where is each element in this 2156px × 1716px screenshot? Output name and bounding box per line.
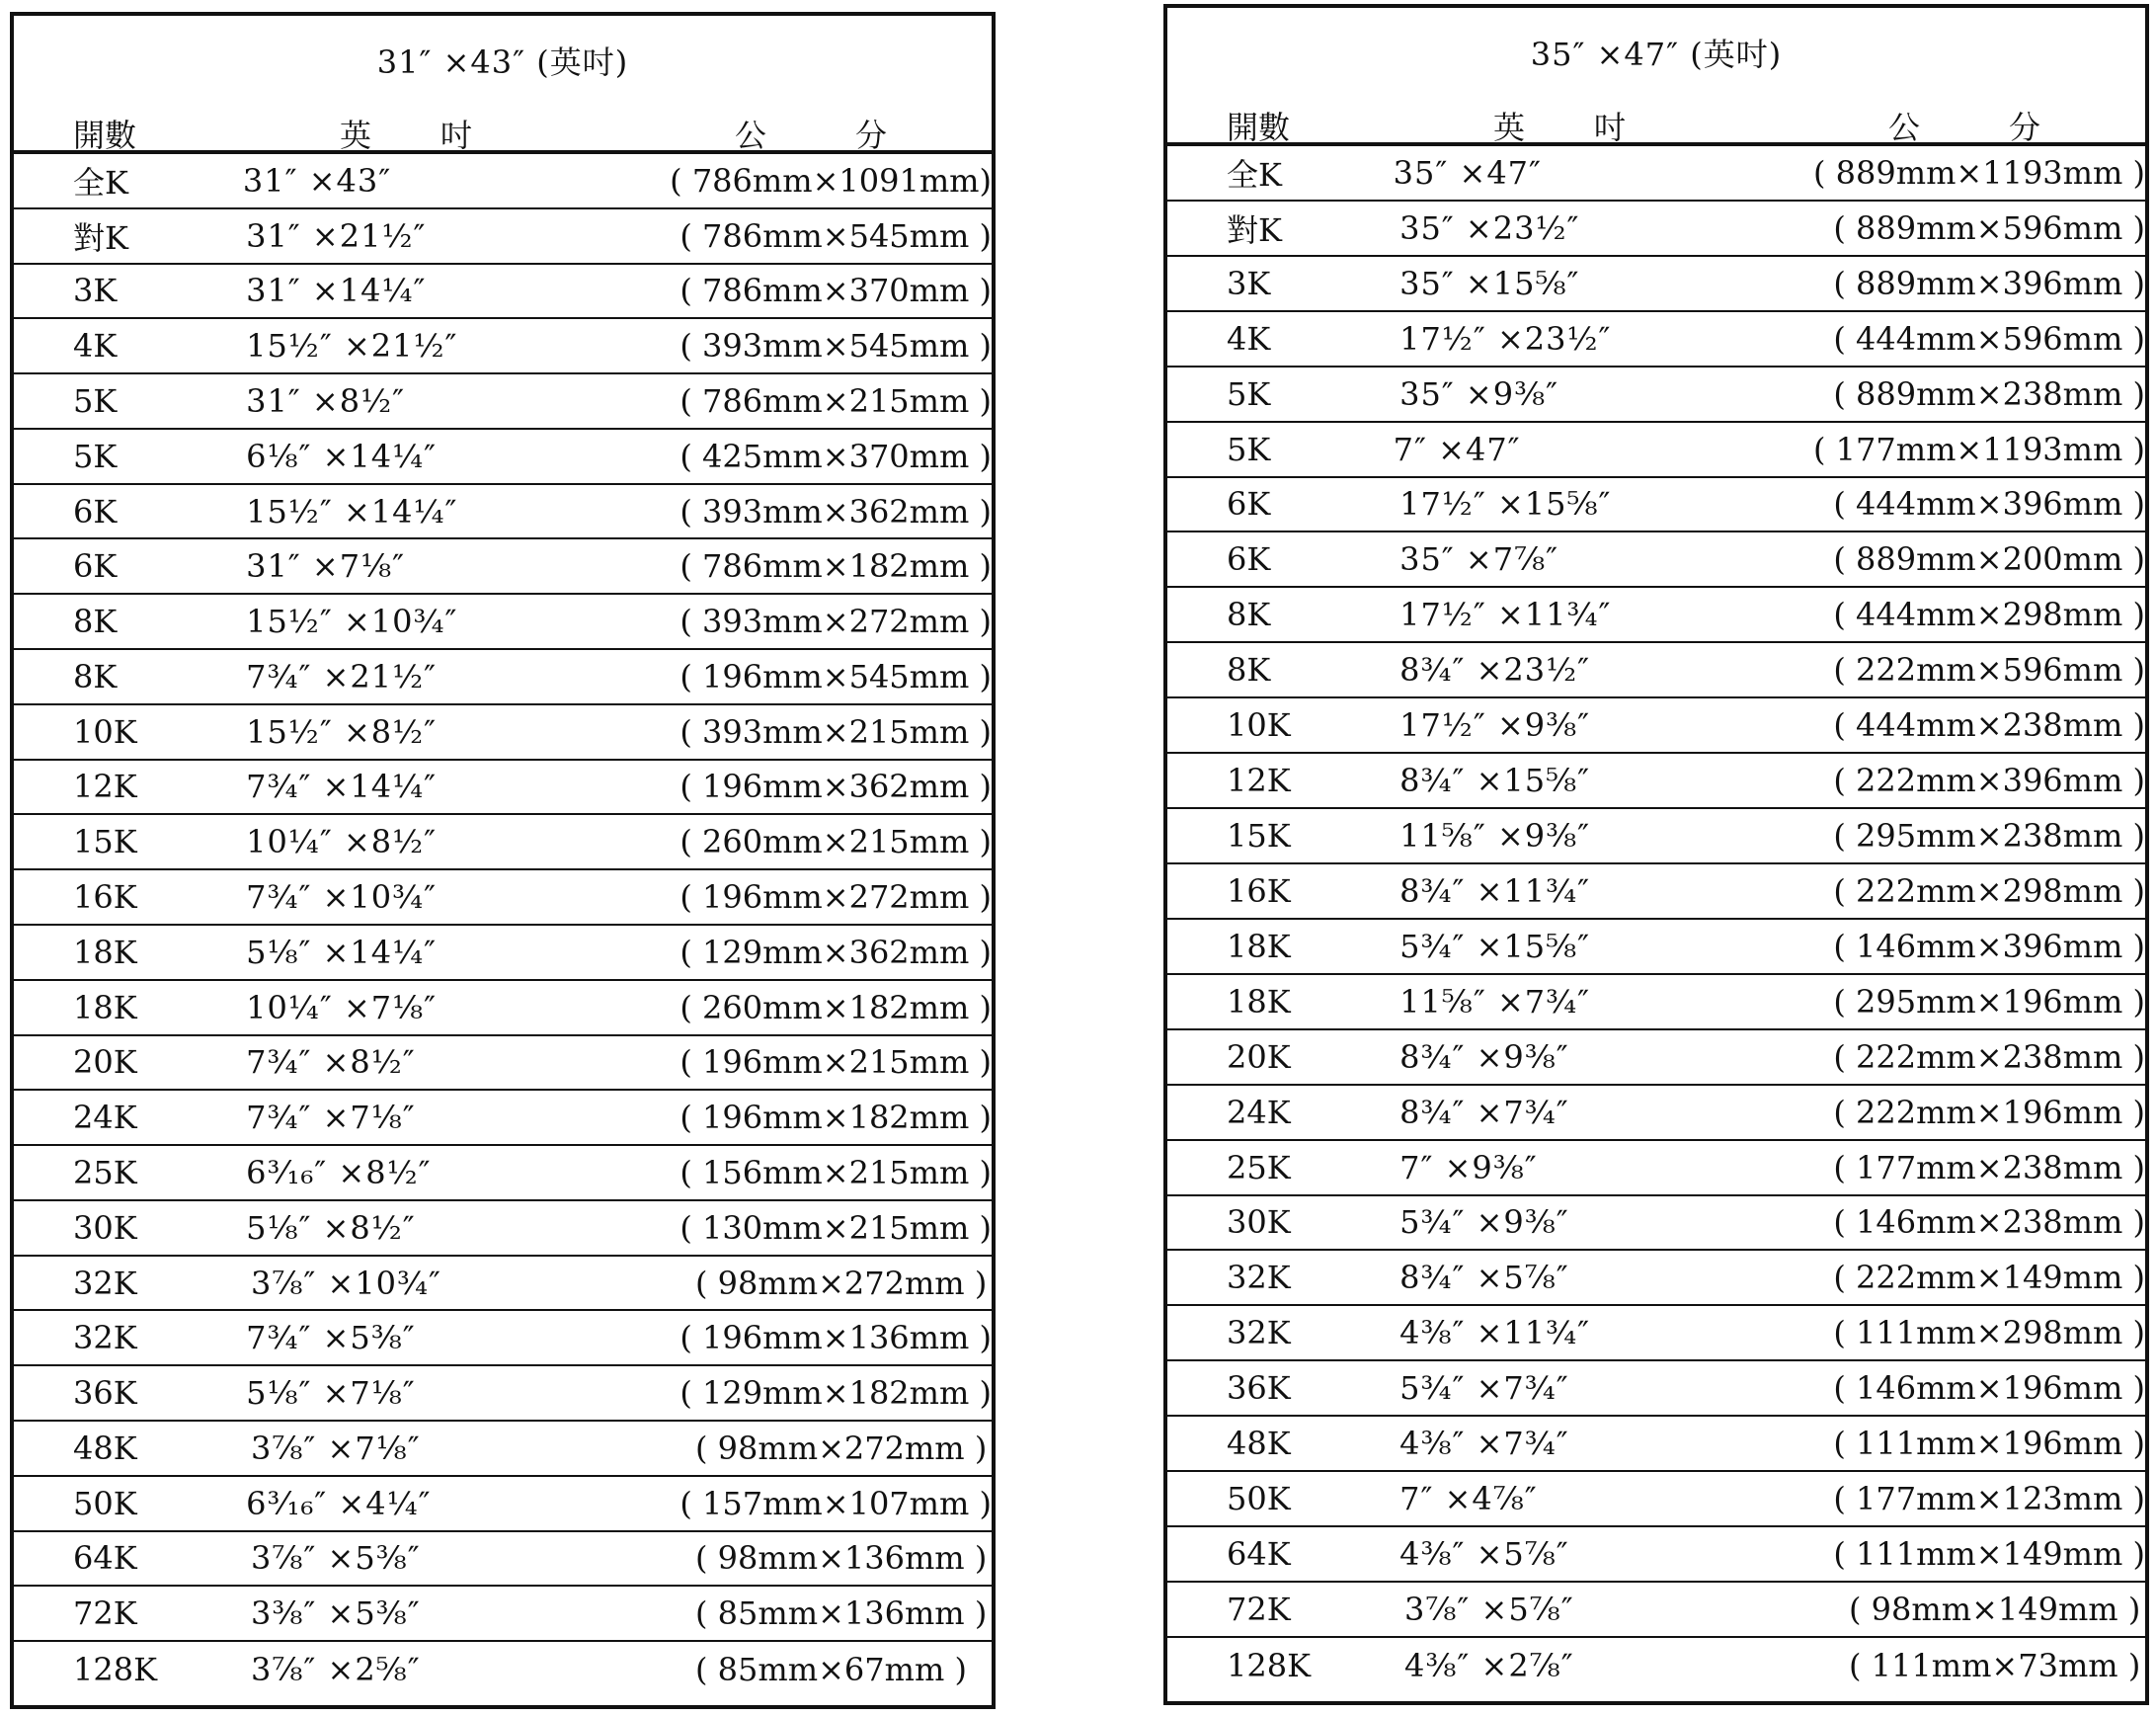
- cell-mm-size: ( 98mm×272mm ): [695, 1264, 988, 1302]
- cell-inch-size: 15½″ ×21½″: [246, 327, 458, 366]
- cell-sheet-count: 12K: [1227, 762, 1291, 800]
- cell-mm-size: ( 295mm×196mm ): [1833, 982, 2145, 1021]
- cell-inch-size: 35″ ×47″: [1393, 153, 1542, 192]
- cell-inch-size: 4⅜″ ×5⅞″: [1399, 1535, 1569, 1573]
- cell-sheet-count: 50K: [1227, 1480, 1291, 1518]
- table-header: [14, 16, 992, 154]
- table-row: [1167, 202, 2145, 257]
- cell-mm-size: ( 98mm×272mm ): [695, 1429, 988, 1467]
- cell-inch-size: 7″ ×9⅜″: [1399, 1148, 1538, 1186]
- cell-sheet-count: 15K: [73, 823, 137, 861]
- cell-inch-size: 31″ ×14¼″: [246, 272, 427, 310]
- table-row: [1167, 920, 2145, 975]
- cell-sheet-count: 30K: [1227, 1203, 1291, 1242]
- table-row: [1167, 146, 2145, 202]
- cell-mm-size: ( 222mm×238mm ): [1833, 1037, 2145, 1076]
- cell-inch-size: 7¾″ ×14¼″: [246, 768, 438, 806]
- cell-sheet-count: 24K: [1227, 1093, 1291, 1131]
- table-row: [14, 1036, 992, 1092]
- cell-inch-size: 7¾″ ×10¾″: [246, 878, 438, 917]
- cell-mm-size: ( 177mm×238mm ): [1833, 1148, 2145, 1186]
- cell-inch-size: 5⅛″ ×7⅛″: [246, 1374, 416, 1413]
- cell-sheet-count: 72K: [73, 1594, 137, 1633]
- cell-inch-size: 3⅞″ ×10¾″: [251, 1264, 441, 1302]
- cell-inch-size: 11⅝″ ×9⅜″: [1399, 817, 1591, 856]
- cell-inch-size: 10¼″ ×8½″: [246, 823, 438, 861]
- cell-sheet-count: 18K: [73, 933, 137, 971]
- cell-mm-size: ( 222mm×298mm ): [1833, 871, 2145, 910]
- cell-inch-size: 5⅛″ ×8½″: [246, 1208, 416, 1247]
- table-row: [14, 1642, 992, 1697]
- cell-mm-size: ( 889mm×1193mm ): [1812, 153, 2145, 192]
- column-header-k: 開數: [73, 117, 137, 154]
- cell-inch-size: 17½″ ×9⅜″: [1399, 706, 1591, 745]
- cell-sheet-count: 3K: [73, 272, 118, 310]
- table-row: [14, 870, 992, 926]
- cell-mm-size: ( 444mm×298mm ): [1833, 596, 2145, 634]
- cell-mm-size: ( 111mm×73mm ): [1849, 1646, 2141, 1684]
- cell-mm-size: ( 889mm×396mm ): [1833, 264, 2145, 302]
- table-row: [14, 1532, 992, 1588]
- cell-inch-size: 3⅜″ ×5⅜″: [251, 1594, 421, 1633]
- table-row: [14, 1257, 992, 1312]
- table-row: [14, 595, 992, 650]
- table-row: [1167, 257, 2145, 312]
- table-row: [14, 1091, 992, 1146]
- table-row: [14, 1587, 992, 1642]
- cell-sheet-count: 12K: [73, 768, 137, 806]
- cell-sheet-count: 32K: [73, 1319, 137, 1357]
- cell-sheet-count: 8K: [1227, 651, 1271, 690]
- cell-mm-size: ( 157mm×107mm ): [679, 1484, 992, 1522]
- cell-mm-size: ( 85mm×136mm ): [695, 1594, 988, 1633]
- cell-mm-size: ( 786mm×1091mm): [670, 161, 992, 200]
- cell-sheet-count: 16K: [73, 878, 137, 917]
- table-row: [1167, 478, 2145, 533]
- cell-inch-size: 10¼″ ×7⅛″: [246, 988, 438, 1026]
- cell-sheet-count: 全K: [73, 163, 128, 202]
- cell-sheet-count: 5K: [1227, 374, 1271, 413]
- cell-inch-size: 3⅞″ ×5⅞″: [1404, 1590, 1574, 1628]
- cell-mm-size: ( 156mm×215mm ): [679, 1153, 992, 1191]
- cell-inch-size: 31″ ×21½″: [246, 216, 427, 255]
- cell-mm-size: ( 98mm×149mm ): [1849, 1590, 2141, 1628]
- cell-inch-size: 7″ ×4⅞″: [1399, 1480, 1538, 1518]
- table-row: [14, 1201, 992, 1257]
- cell-mm-size: ( 222mm×596mm ): [1833, 651, 2145, 690]
- table-row: [1167, 1306, 2145, 1361]
- cell-mm-size: ( 295mm×238mm ): [1833, 817, 2145, 856]
- cell-mm-size: ( 222mm×149mm ): [1833, 1259, 2145, 1297]
- table-row: [1167, 1196, 2145, 1252]
- cell-sheet-count: 25K: [73, 1153, 137, 1191]
- cell-mm-size: ( 393mm×362mm ): [679, 492, 992, 531]
- table-row: [1167, 1361, 2145, 1417]
- table-row: [1167, 1251, 2145, 1306]
- table-row: [14, 539, 992, 595]
- cell-inch-size: 6⅛″ ×14¼″: [246, 437, 438, 475]
- cell-mm-size: ( 786mm×182mm ): [679, 547, 992, 586]
- table-row: [1167, 754, 2145, 809]
- table-header: [1167, 8, 2145, 146]
- cell-sheet-count: 6K: [1227, 540, 1271, 579]
- cell-inch-size: 5¾″ ×15⅝″: [1399, 927, 1591, 965]
- cell-inch-size: 15½″ ×8½″: [246, 712, 438, 751]
- cell-mm-size: ( 444mm×396mm ): [1833, 485, 2145, 524]
- cell-mm-size: ( 425mm×370mm ): [679, 437, 992, 475]
- table-row: [1167, 1638, 2145, 1693]
- table-row: [1167, 368, 2145, 423]
- cell-mm-size: ( 444mm×596mm ): [1833, 319, 2145, 358]
- cell-sheet-count: 24K: [73, 1099, 137, 1137]
- cell-sheet-count: 32K: [1227, 1259, 1291, 1297]
- cell-inch-size: 6³⁄₁₆″ ×8½″: [246, 1153, 432, 1191]
- cell-sheet-count: 32K: [1227, 1314, 1291, 1352]
- table-row: [14, 926, 992, 981]
- cell-inch-size: 17½″ ×15⅝″: [1399, 485, 1612, 524]
- table-row: [14, 209, 992, 265]
- table-row: [14, 1422, 992, 1477]
- table-row: [14, 981, 992, 1036]
- table-row: [1167, 1417, 2145, 1472]
- cell-sheet-count: 對K: [73, 218, 128, 257]
- cell-sheet-count: 6K: [73, 547, 118, 586]
- table-row: [1167, 532, 2145, 588]
- cell-inch-size: 7¾″ ×7⅛″: [246, 1099, 416, 1137]
- paper-size-table-35x47: [1163, 4, 2149, 1705]
- cell-sheet-count: 48K: [73, 1429, 137, 1467]
- table-row: [1167, 1086, 2145, 1141]
- cell-sheet-count: 對K: [1227, 210, 1282, 249]
- cell-mm-size: ( 786mm×370mm ): [679, 272, 992, 310]
- table-row: [1167, 864, 2145, 920]
- cell-mm-size: ( 196mm×182mm ): [679, 1099, 992, 1137]
- cell-mm-size: ( 146mm×196mm ): [1833, 1369, 2145, 1408]
- cell-mm-size: ( 146mm×396mm ): [1833, 927, 2145, 965]
- table-row: [14, 1146, 992, 1201]
- cell-inch-size: 31″ ×7⅛″: [246, 547, 406, 586]
- cell-sheet-count: 36K: [1227, 1369, 1291, 1408]
- table-row: [1167, 809, 2145, 864]
- cell-inch-size: 5¾″ ×9⅜″: [1399, 1203, 1569, 1242]
- cell-sheet-count: 64K: [1227, 1535, 1291, 1573]
- table-title: 31″ ×43″ (英吋): [376, 43, 629, 81]
- cell-inch-size: 35″ ×7⅞″: [1399, 540, 1559, 579]
- cell-mm-size: ( 260mm×182mm ): [679, 988, 992, 1026]
- paper-size-table-31x43: [10, 12, 996, 1709]
- cell-mm-size: ( 111mm×149mm ): [1833, 1535, 2145, 1573]
- cell-mm-size: ( 889mm×200mm ): [1833, 540, 2145, 579]
- cell-sheet-count: 8K: [1227, 596, 1271, 634]
- cell-inch-size: 15½″ ×14¼″: [246, 492, 458, 531]
- cell-inch-size: 4⅜″ ×7¾″: [1399, 1425, 1569, 1463]
- cell-mm-size: ( 129mm×182mm ): [679, 1374, 992, 1413]
- cell-mm-size: ( 196mm×136mm ): [679, 1319, 992, 1357]
- cell-sheet-count: 72K: [1227, 1590, 1291, 1628]
- column-header-inch: 英吋: [1493, 109, 1696, 146]
- cell-mm-size: ( 444mm×238mm ): [1833, 706, 2145, 745]
- cell-sheet-count: 5K: [1227, 430, 1271, 468]
- cell-sheet-count: 10K: [1227, 706, 1291, 745]
- cell-sheet-count: 6K: [1227, 485, 1271, 524]
- cell-mm-size: ( 177mm×1193mm ): [1812, 430, 2145, 468]
- table-row: [1167, 1141, 2145, 1196]
- cell-sheet-count: 20K: [73, 1043, 137, 1082]
- cell-mm-size: ( 786mm×545mm ): [679, 216, 992, 255]
- cell-inch-size: 11⅝″ ×7¾″: [1399, 982, 1591, 1021]
- column-header-mm: 公分: [1888, 109, 2130, 146]
- table-row: [14, 319, 992, 374]
- cell-inch-size: 8¾″ ×7¾″: [1399, 1093, 1569, 1131]
- table-row: [1167, 698, 2145, 754]
- table-row: [14, 374, 992, 430]
- cell-inch-size: 8¾″ ×9⅜″: [1399, 1037, 1569, 1076]
- cell-mm-size: ( 196mm×545mm ): [679, 657, 992, 695]
- cell-sheet-count: 18K: [1227, 927, 1291, 965]
- cell-inch-size: 17½″ ×11¾″: [1399, 596, 1612, 634]
- cell-inch-size: 5¾″ ×7¾″: [1399, 1369, 1569, 1408]
- cell-inch-size: 8¾″ ×11¾″: [1399, 871, 1591, 910]
- cell-mm-size: ( 889mm×238mm ): [1833, 374, 2145, 413]
- cell-sheet-count: 64K: [73, 1539, 137, 1578]
- cell-inch-size: 4⅜″ ×2⅞″: [1404, 1646, 1574, 1684]
- table-row: [14, 1311, 992, 1366]
- table-row: [14, 1366, 992, 1422]
- table-body: [1167, 146, 2145, 1701]
- table-row: [1167, 588, 2145, 643]
- cell-mm-size: ( 222mm×396mm ): [1833, 762, 2145, 800]
- cell-inch-size: 5⅛″ ×14¼″: [246, 933, 438, 971]
- table-row: [14, 1477, 992, 1532]
- cell-mm-size: ( 786mm×215mm ): [679, 382, 992, 421]
- cell-inch-size: 3⅞″ ×2⅝″: [251, 1650, 421, 1688]
- cell-sheet-count: 128K: [1227, 1646, 1311, 1684]
- table-row: [14, 650, 992, 705]
- cell-sheet-count: 36K: [73, 1374, 137, 1413]
- table-row: [14, 485, 992, 540]
- cell-inch-size: 35″ ×15⅝″: [1399, 264, 1580, 302]
- cell-mm-size: ( 85mm×67mm ): [695, 1650, 967, 1688]
- table-row: [1167, 423, 2145, 478]
- cell-inch-size: 3⅞″ ×5⅜″: [251, 1539, 421, 1578]
- cell-sheet-count: 4K: [1227, 319, 1271, 358]
- table-row: [14, 705, 992, 761]
- table-row: [14, 154, 992, 209]
- cell-sheet-count: 5K: [73, 437, 118, 475]
- cell-sheet-count: 6K: [73, 492, 118, 531]
- cell-sheet-count: 全K: [1227, 155, 1282, 194]
- cell-inch-size: 8¾″ ×5⅞″: [1399, 1259, 1569, 1297]
- cell-mm-size: ( 111mm×196mm ): [1833, 1425, 2145, 1463]
- table-row: [1167, 1583, 2145, 1638]
- cell-sheet-count: 30K: [73, 1208, 137, 1247]
- cell-inch-size: 4⅜″ ×11¾″: [1399, 1314, 1591, 1352]
- table-row: [1167, 312, 2145, 368]
- column-header-mm: 公分: [735, 117, 977, 154]
- cell-sheet-count: 8K: [73, 603, 118, 641]
- cell-sheet-count: 18K: [1227, 982, 1291, 1021]
- cell-mm-size: ( 222mm×196mm ): [1833, 1093, 2145, 1131]
- cell-sheet-count: 16K: [1227, 871, 1291, 910]
- cell-mm-size: ( 129mm×362mm ): [679, 933, 992, 971]
- table-row: [1167, 975, 2145, 1030]
- cell-mm-size: ( 889mm×596mm ): [1833, 208, 2145, 247]
- table-row: [14, 761, 992, 816]
- table-row: [14, 430, 992, 485]
- cell-inch-size: 3⅞″ ×7⅛″: [251, 1429, 421, 1467]
- cell-sheet-count: 3K: [1227, 264, 1271, 302]
- cell-inch-size: 7¾″ ×21½″: [246, 657, 438, 695]
- cell-mm-size: ( 393mm×545mm ): [679, 327, 992, 366]
- cell-inch-size: 35″ ×23½″: [1399, 208, 1580, 247]
- cell-mm-size: ( 130mm×215mm ): [679, 1208, 992, 1247]
- cell-sheet-count: 5K: [73, 382, 118, 421]
- cell-mm-size: ( 196mm×362mm ): [679, 768, 992, 806]
- cell-sheet-count: 48K: [1227, 1425, 1291, 1463]
- cell-mm-size: ( 177mm×123mm ): [1833, 1480, 2145, 1518]
- table-row: [1167, 1527, 2145, 1583]
- table-title: 35″ ×47″ (英吋): [1530, 36, 1783, 73]
- cell-sheet-count: 50K: [73, 1484, 137, 1522]
- cell-mm-size: ( 196mm×215mm ): [679, 1043, 992, 1082]
- table-row: [1167, 643, 2145, 698]
- cell-inch-size: 7¾″ ×8½″: [246, 1043, 416, 1082]
- column-header-inch: 英吋: [340, 117, 542, 154]
- table-row: [1167, 1030, 2145, 1086]
- cell-mm-size: ( 260mm×215mm ): [679, 823, 992, 861]
- cell-sheet-count: 32K: [73, 1264, 137, 1302]
- column-header-k: 開數: [1227, 109, 1291, 146]
- cell-sheet-count: 18K: [73, 988, 137, 1026]
- table-row: [1167, 1472, 2145, 1527]
- cell-mm-size: ( 393mm×215mm ): [679, 712, 992, 751]
- table-row: [14, 815, 992, 870]
- cell-inch-size: 8¾″ ×23½″: [1399, 651, 1591, 690]
- cell-sheet-count: 20K: [1227, 1037, 1291, 1076]
- cell-inch-size: 8¾″ ×15⅝″: [1399, 762, 1591, 800]
- cell-inch-size: 31″ ×43″: [242, 161, 392, 200]
- cell-sheet-count: 128K: [73, 1650, 157, 1688]
- cell-mm-size: ( 98mm×136mm ): [695, 1539, 988, 1578]
- cell-mm-size: ( 196mm×272mm ): [679, 878, 992, 917]
- table-row: [14, 265, 992, 320]
- cell-sheet-count: 4K: [73, 327, 118, 366]
- cell-inch-size: 17½″ ×23½″: [1399, 319, 1612, 358]
- cell-inch-size: 7¾″ ×5⅜″: [246, 1319, 416, 1357]
- cell-sheet-count: 25K: [1227, 1148, 1291, 1186]
- cell-inch-size: 7″ ×47″: [1393, 430, 1521, 468]
- cell-sheet-count: 10K: [73, 712, 137, 751]
- cell-inch-size: 35″ ×9⅜″: [1399, 374, 1559, 413]
- cell-mm-size: ( 111mm×298mm ): [1833, 1314, 2145, 1352]
- cell-mm-size: ( 146mm×238mm ): [1833, 1203, 2145, 1242]
- cell-inch-size: 15½″ ×10¾″: [246, 603, 458, 641]
- cell-inch-size: 6³⁄₁₆″ ×4¼″: [246, 1484, 432, 1522]
- cell-sheet-count: 8K: [73, 657, 118, 695]
- table-body: [14, 154, 992, 1705]
- cell-inch-size: 31″ ×8½″: [246, 382, 406, 421]
- cell-sheet-count: 15K: [1227, 817, 1291, 856]
- cell-mm-size: ( 393mm×272mm ): [679, 603, 992, 641]
